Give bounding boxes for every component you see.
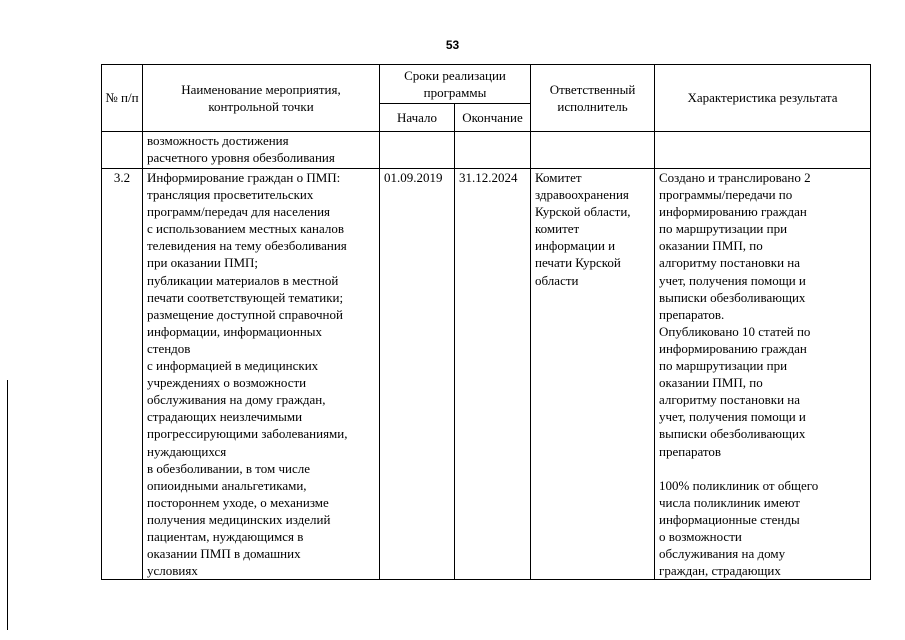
cell-end: 31.12.2024	[455, 169, 531, 580]
header-timing: Сроки реализации программы	[380, 65, 531, 104]
header-start: Начало	[380, 104, 455, 132]
activity-name-text: возможность достижения расчетного уровня обезболивания	[147, 133, 335, 166]
cell-activity-name	[143, 132, 380, 169]
header-end: Окончание	[455, 104, 531, 132]
table-row-3-2	[102, 169, 871, 580]
header-num: № п/п	[102, 65, 143, 132]
table-row-continuation	[102, 132, 871, 169]
header-activity-name: Наименование мероприятия, контрольной точки	[143, 65, 380, 132]
cell-num: 3.2	[102, 169, 143, 580]
cell-result	[655, 132, 871, 169]
responsible-text: Комитет здравоохранения Курской области, комитет информации и печати Курской области	[535, 170, 631, 288]
page-number: 53	[445, 38, 460, 52]
cell-activity-name	[143, 169, 380, 580]
header-result: Характеристика результата	[655, 65, 871, 132]
activity-name-text: Информирование граждан о ПМП: трансляция просветительских программ/передач для населения с использованием местных каналов телевидения на тему обезболивания при оказании ПМП; публикации материалов в местной печати соответствующей тематики; размещение доступной справочной информации, информационных стендов с информацией в медицинских учреждениях о возможности обслуживания на дому граждан, страдающих неизлечимыми прогрессирующими заболеваниями, нуждающихся в обезболивании, в том числе опиоидными анальгетиками, постороннем уходе, о механизме получения медицинских изделий пациентам, нуждающимся в оказании ПМП в домашних условиях	[147, 170, 348, 579]
cell-num	[102, 132, 143, 169]
left-margin-line	[7, 380, 8, 630]
cell-start	[380, 132, 455, 169]
program-table	[101, 64, 871, 580]
cell-responsible	[531, 169, 655, 580]
cell-start: 01.09.2019	[380, 169, 455, 580]
header-responsible: Ответственный исполнитель	[531, 65, 655, 132]
cell-responsible	[531, 132, 655, 169]
cell-end	[455, 132, 531, 169]
result-text: Создано и транслировано 2 программы/передачи по информированию граждан по маршрутизации при оказании ПМП, по алгоритму постановки на учет, получения помощи и выписки обезболивающих препаратов. Опубликовано 10 статей по информированию граждан по маршрутизации при оказании ПМП, по алгоритму постановки на учет, получения помощи и выписки обезболивающих препаратов 100% поликлиник от общего числа поликлиник имеют информационные стенды о возможности обслуживания на дому граждан, страдающих	[659, 170, 819, 579]
cell-result	[655, 169, 871, 580]
